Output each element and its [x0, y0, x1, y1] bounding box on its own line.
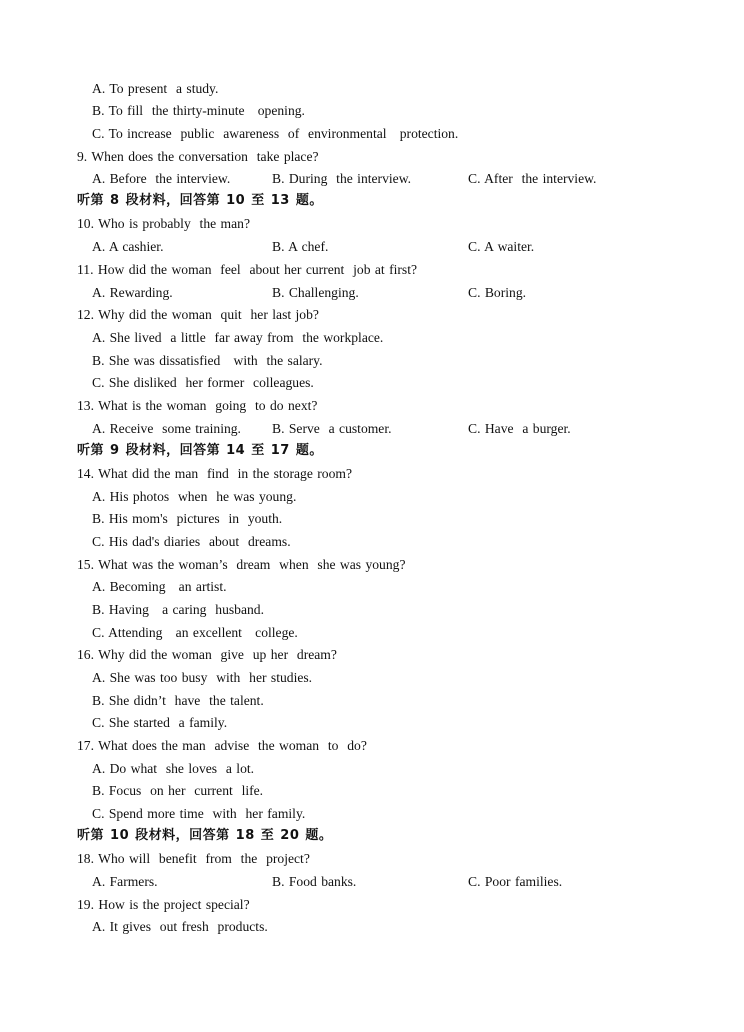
- option-18a: A. Farmers.: [92, 874, 158, 889]
- question-15: 15. What was the woman’s dream when she was young?: [77, 557, 406, 572]
- question-11: 11. How did the woman feel about her current job at first?: [77, 262, 418, 277]
- option-17a: A. Do what she loves a lot.: [92, 761, 255, 776]
- option-10b: B. A chef.: [272, 239, 329, 254]
- option-9a: A. Before the interview.: [92, 171, 231, 186]
- question-10: 10. Who is probably the man?: [77, 216, 250, 231]
- option-14a: A. His photos when he was young.: [92, 489, 297, 504]
- option-13a: A. Receive some training.: [92, 421, 241, 436]
- question-13: 13. What is the woman going to do next?: [77, 398, 318, 413]
- option-8b: B. To fill the thirty-minute opening.: [92, 103, 305, 118]
- question-17: 17. What does the man advise the woman to do?: [77, 738, 367, 753]
- option-14b: B. His mom's pictures in youth.: [92, 511, 283, 526]
- option-14c: C. His dad's diaries about dreams.: [92, 534, 291, 549]
- option-12a: A. She lived a little far away from the workplace.: [92, 330, 384, 345]
- section-heading-9: 听第 9 段材料，回答第 14 至 17 题。: [77, 443, 323, 458]
- option-15b: B. Having a caring husband.: [92, 602, 264, 617]
- option-17c: C. Spend more time with her family.: [92, 806, 306, 821]
- section-heading-10: 听第 10 段材料，回答第 18 至 20 题。: [77, 828, 333, 843]
- option-13b: B. Serve a customer.: [272, 421, 392, 436]
- question-19: 19. How is the project special?: [77, 897, 250, 912]
- option-11b: B. Challenging.: [272, 285, 359, 300]
- option-15a: A. Becoming an artist.: [92, 579, 227, 594]
- option-15c: C. Attending an excellent college.: [92, 625, 298, 640]
- section-heading-8: 听第 8 段材料，回答第 10 至 13 题。: [77, 193, 323, 208]
- option-11c: C. Boring.: [468, 285, 527, 300]
- option-10c: C. A waiter.: [468, 239, 535, 254]
- option-18b: B. Food banks.: [272, 874, 357, 889]
- option-8a: A. To present a study.: [92, 81, 219, 96]
- option-12c: C. She disliked her former colleagues.: [92, 375, 314, 390]
- option-18c: C. Poor families.: [468, 874, 563, 889]
- option-19a: A. It gives out fresh products.: [92, 919, 268, 934]
- question-16: 16. Why did the woman give up her dream?: [77, 647, 337, 662]
- question-9: 9. When does the conversation take place?: [77, 149, 319, 164]
- option-16a: A. She was too busy with her studies.: [92, 670, 313, 685]
- option-11a: A. Rewarding.: [92, 285, 173, 300]
- option-16b: B. She didn’t have the talent.: [92, 693, 264, 708]
- option-17b: B. Focus on her current life.: [92, 783, 264, 798]
- question-18: 18. Who will benefit from the project?: [77, 851, 310, 866]
- option-8c: C. To increase public awareness of environmental protection.: [92, 126, 459, 141]
- option-9c: C. After the interview.: [468, 171, 597, 186]
- question-12: 12. Why did the woman quit her last job?: [77, 307, 319, 322]
- option-12b: B. She was dissatisfied with the salary.: [92, 353, 323, 368]
- option-10a: A. A cashier.: [92, 239, 164, 254]
- option-16c: C. She started a family.: [92, 715, 228, 730]
- option-13c: C. Have a burger.: [468, 421, 571, 436]
- option-9b: B. During the interview.: [272, 171, 412, 186]
- question-14: 14. What did the man find in the storage room?: [77, 466, 353, 481]
